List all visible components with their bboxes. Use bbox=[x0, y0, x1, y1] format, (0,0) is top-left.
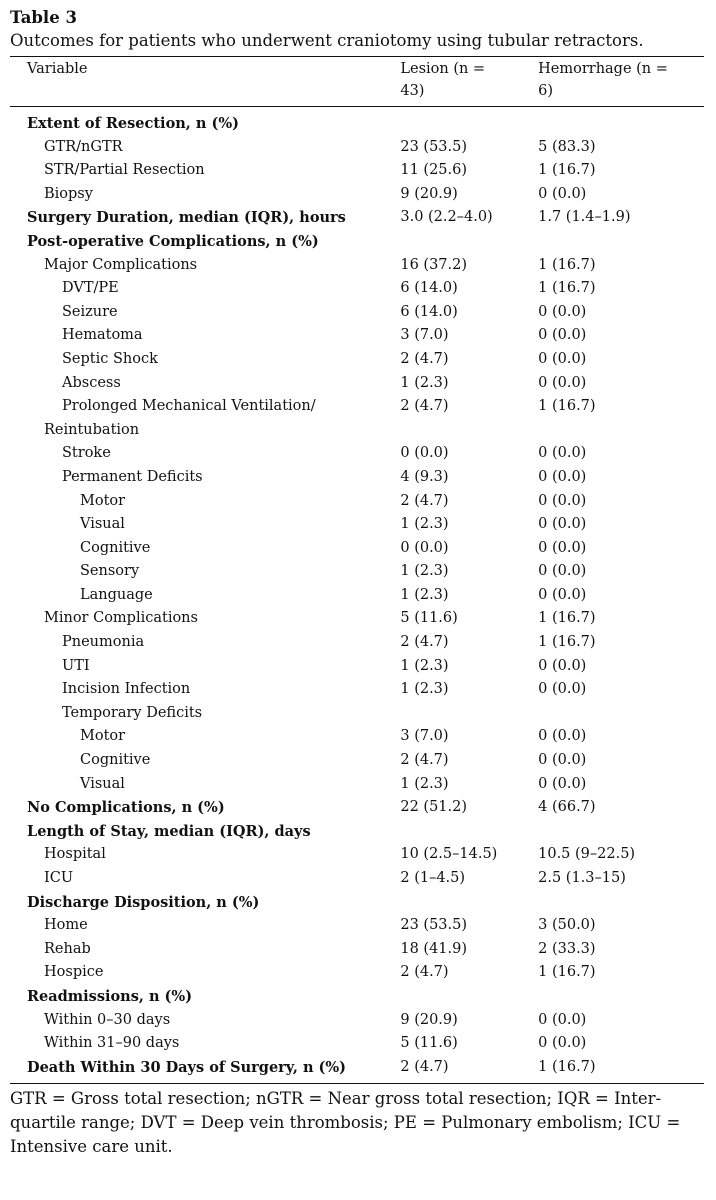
cell-hemorrhage: 0 (0.0) bbox=[538, 539, 587, 556]
table-row bbox=[10, 749, 704, 773]
cell-lesion bbox=[400, 230, 538, 254]
cell-hemorrhage: 1 (16.7) bbox=[538, 162, 596, 179]
cell-lesion: 9 (20.9) bbox=[400, 1011, 458, 1028]
cell-lesion: 3.0 (2.2–4.0) bbox=[400, 209, 493, 226]
table-footnote: GTR = Gross total resection; nGTR = Near gross total resection; IQR = Inter-quartile range; DVT = Deep vein thrombosis; PE = Pulmonary embolism; ICU = Intensive care unit. bbox=[10, 1089, 681, 1157]
row-label: Motor bbox=[80, 492, 126, 509]
table-row bbox=[10, 985, 704, 1009]
row-label: Sensory bbox=[80, 563, 140, 580]
cell-hemorrhage: 0 (0.0) bbox=[538, 303, 587, 320]
row-label: Minor Complications bbox=[44, 610, 198, 627]
table-row bbox=[10, 938, 704, 962]
row-label: Death Within 30 Days of Surgery, n (%) bbox=[27, 1058, 347, 1076]
row-label: Cognitive bbox=[80, 752, 151, 769]
cell-hemorrhage bbox=[538, 985, 704, 1009]
cell-hemorrhage: 1 (16.7) bbox=[538, 634, 596, 651]
table-row bbox=[10, 914, 704, 938]
table-body bbox=[10, 107, 704, 1083]
row-label: Visual bbox=[80, 775, 125, 792]
table-header bbox=[10, 57, 704, 107]
cell-hemorrhage bbox=[538, 419, 704, 443]
table-row bbox=[10, 655, 704, 679]
table-row bbox=[10, 395, 704, 419]
cell-hemorrhage: 1 (16.7) bbox=[538, 964, 596, 981]
row-label: ICU bbox=[44, 870, 74, 886]
cell-lesion: 3 (7.0) bbox=[400, 728, 449, 745]
cell-lesion: 10 (2.5–14.5) bbox=[400, 846, 498, 863]
cell-hemorrhage bbox=[538, 230, 704, 254]
cell-lesion: 5 (11.6) bbox=[400, 610, 458, 627]
cell-hemorrhage: 2 (33.3) bbox=[538, 940, 596, 957]
table-row bbox=[10, 372, 704, 396]
cell-hemorrhage: 1 (16.7) bbox=[538, 610, 596, 627]
row-label: Stroke bbox=[62, 445, 111, 462]
header-row bbox=[10, 57, 704, 106]
cell-lesion: 2 (1–4.5) bbox=[400, 870, 466, 886]
cell-lesion bbox=[400, 107, 538, 136]
table-row bbox=[10, 136, 704, 160]
row-label: Seizure bbox=[62, 303, 118, 320]
row-label: Hematoma bbox=[62, 327, 143, 344]
cell-lesion: 23 (53.5) bbox=[400, 138, 468, 155]
table-row bbox=[10, 537, 704, 561]
cell-lesion bbox=[400, 820, 538, 844]
cell-hemorrhage: 0 (0.0) bbox=[538, 752, 587, 769]
cell-lesion: 3 (7.0) bbox=[400, 327, 449, 344]
table-row bbox=[10, 159, 704, 183]
table-row bbox=[10, 867, 704, 891]
row-label: Incision Infection bbox=[62, 681, 191, 698]
table-row bbox=[10, 584, 704, 608]
row-label: Discharge Disposition, n (%) bbox=[27, 893, 260, 911]
row-label: Reintubation bbox=[44, 421, 140, 438]
table-row bbox=[10, 206, 704, 230]
table-row bbox=[10, 419, 704, 443]
cell-hemorrhage: 0 (0.0) bbox=[538, 445, 587, 462]
cell-lesion: 1 (2.3) bbox=[400, 374, 449, 391]
table-row bbox=[10, 513, 704, 537]
table-row bbox=[10, 796, 704, 820]
cell-hemorrhage: 0 (0.0) bbox=[538, 374, 587, 391]
row-label: Temporary Deficits bbox=[62, 704, 203, 721]
cell-hemorrhage: 1 (16.7) bbox=[538, 256, 596, 273]
cell-lesion: 2 (4.7) bbox=[400, 752, 449, 769]
cell-lesion: 2 (4.7) bbox=[400, 964, 449, 981]
table-row bbox=[10, 277, 704, 301]
cell-lesion: 1 (2.3) bbox=[400, 563, 449, 580]
row-label: Biopsy bbox=[44, 185, 93, 202]
cell-hemorrhage: 1 (16.7) bbox=[538, 398, 596, 415]
header-lesion-line1: Lesion (n = bbox=[400, 61, 486, 77]
row-label: Cognitive bbox=[80, 539, 151, 556]
cell-lesion: 1 (2.3) bbox=[400, 681, 449, 698]
table-row bbox=[10, 631, 704, 655]
row-label: Readmissions, n (%) bbox=[27, 987, 193, 1005]
cell-hemorrhage: 0 (0.0) bbox=[538, 586, 587, 603]
cell-lesion: 22 (51.2) bbox=[400, 799, 468, 816]
cell-hemorrhage: 0 (0.0) bbox=[538, 516, 587, 533]
cell-hemorrhage: 0 (0.0) bbox=[538, 185, 587, 202]
row-label: Major Complications bbox=[44, 256, 198, 273]
row-label: Permanent Deficits bbox=[62, 468, 203, 485]
cell-lesion: 16 (37.2) bbox=[400, 256, 468, 273]
cell-lesion: 4 (9.3) bbox=[400, 468, 449, 485]
row-label: Language bbox=[80, 586, 153, 603]
table-row bbox=[10, 1056, 704, 1084]
cell-hemorrhage bbox=[538, 891, 704, 915]
cell-hemorrhage: 0 (0.0) bbox=[538, 492, 587, 509]
cell-hemorrhage: 1 (16.7) bbox=[538, 1058, 596, 1075]
row-label: Home bbox=[44, 917, 88, 934]
cell-hemorrhage bbox=[538, 820, 704, 844]
row-label: Hospice bbox=[44, 964, 104, 981]
cell-hemorrhage: 0 (0.0) bbox=[538, 350, 587, 367]
cell-lesion: 23 (53.5) bbox=[400, 917, 468, 934]
table-row bbox=[10, 183, 704, 207]
row-label: Surgery Duration, median (IQR), hours bbox=[27, 209, 346, 227]
cell-lesion: 2 (4.7) bbox=[400, 492, 449, 509]
cell-lesion bbox=[400, 419, 538, 443]
cell-hemorrhage: 10.5 (9–22.5) bbox=[538, 846, 636, 863]
row-label: Hospital bbox=[44, 846, 106, 863]
cell-lesion: 2 (4.7) bbox=[400, 634, 449, 651]
table-row bbox=[10, 107, 704, 136]
table-row bbox=[10, 725, 704, 749]
table-row bbox=[10, 773, 704, 797]
row-label: DVT/PE bbox=[62, 280, 119, 297]
header-hemorrhage-line1: Hemorrhage (n = bbox=[538, 61, 668, 77]
header-hemorrhage-line2: 6) bbox=[538, 83, 554, 99]
outcomes-table bbox=[10, 57, 704, 1083]
row-label: Post-operative Complications, n (%) bbox=[27, 232, 319, 250]
cell-lesion: 2 (4.7) bbox=[400, 350, 449, 367]
cell-hemorrhage: 0 (0.0) bbox=[538, 1011, 587, 1028]
cell-hemorrhage: 0 (0.0) bbox=[538, 657, 587, 674]
table-row bbox=[10, 490, 704, 514]
row-label: No Complications, n (%) bbox=[27, 799, 225, 817]
header-variable: Variable bbox=[27, 61, 88, 77]
cell-lesion: 5 (11.6) bbox=[400, 1035, 458, 1052]
cell-hemorrhage: 0 (0.0) bbox=[538, 775, 587, 792]
table-row bbox=[10, 678, 704, 702]
cell-lesion: 2 (4.7) bbox=[400, 398, 449, 415]
cell-lesion: 6 (14.0) bbox=[400, 303, 458, 320]
cell-hemorrhage bbox=[538, 107, 704, 136]
cell-lesion: 1 (2.3) bbox=[400, 516, 449, 533]
cell-hemorrhage: 4 (66.7) bbox=[538, 799, 596, 816]
table-row bbox=[10, 843, 704, 867]
table-row bbox=[10, 560, 704, 584]
table-row bbox=[10, 1032, 704, 1056]
table-row bbox=[10, 230, 704, 254]
header-lesion bbox=[400, 57, 538, 106]
cell-lesion: 1 (2.3) bbox=[400, 775, 449, 792]
cell-lesion: 0 (0.0) bbox=[400, 445, 449, 462]
row-label: Length of Stay, median (IQR), days bbox=[27, 822, 311, 840]
cell-lesion: 6 (14.0) bbox=[400, 280, 458, 297]
table-container bbox=[10, 7, 704, 1159]
row-label: Abscess bbox=[62, 374, 121, 391]
row-label: GTR/nGTR bbox=[44, 138, 123, 155]
cell-hemorrhage: 1 (16.7) bbox=[538, 280, 596, 297]
table-label: Table 3 bbox=[10, 8, 77, 27]
table-row bbox=[10, 1009, 704, 1033]
row-label: Motor bbox=[80, 728, 126, 745]
header-lesion-line2: 43) bbox=[400, 83, 425, 99]
cell-hemorrhage: 0 (0.0) bbox=[538, 327, 587, 344]
row-label: Pneumonia bbox=[62, 634, 145, 651]
row-label: Extent of Resection, n (%) bbox=[27, 115, 239, 132]
cell-lesion: 11 (25.6) bbox=[400, 162, 468, 179]
row-label: Visual bbox=[80, 516, 125, 533]
row-label: UTI bbox=[62, 657, 90, 674]
cell-lesion: 9 (20.9) bbox=[400, 185, 458, 202]
bottom-rule bbox=[10, 1083, 704, 1084]
table-row bbox=[10, 820, 704, 844]
cell-lesion: 1 (2.3) bbox=[400, 586, 449, 603]
table-row bbox=[10, 702, 704, 726]
cell-hemorrhage: 1.7 (1.4–1.9) bbox=[538, 209, 631, 226]
header-hemorrhage bbox=[538, 57, 704, 106]
table-row bbox=[10, 348, 704, 372]
cell-hemorrhage: 0 (0.0) bbox=[538, 1035, 587, 1052]
cell-hemorrhage: 3 (50.0) bbox=[538, 917, 596, 934]
cell-hemorrhage: 0 (0.0) bbox=[538, 728, 587, 745]
row-label: Within 31–90 days bbox=[44, 1035, 180, 1052]
cell-lesion bbox=[400, 985, 538, 1009]
table-row bbox=[10, 961, 704, 985]
row-label: Within 0–30 days bbox=[44, 1011, 171, 1028]
table-row bbox=[10, 607, 704, 631]
cell-lesion: 18 (41.9) bbox=[400, 940, 468, 957]
cell-hemorrhage: 0 (0.0) bbox=[538, 468, 587, 485]
table-row bbox=[10, 466, 704, 490]
cell-hemorrhage: 5 (83.3) bbox=[538, 138, 596, 155]
table-row bbox=[10, 442, 704, 466]
cell-hemorrhage: 0 (0.0) bbox=[538, 681, 587, 698]
row-label: Rehab bbox=[44, 940, 91, 957]
row-label: STR/Partial Resection bbox=[44, 162, 205, 179]
cell-hemorrhage: 2.5 (1.3–15) bbox=[538, 870, 626, 886]
table-caption: Outcomes for patients who underwent craniotomy using tubular retractors. bbox=[10, 31, 644, 50]
cell-hemorrhage: 0 (0.0) bbox=[538, 563, 587, 580]
cell-lesion: 1 (2.3) bbox=[400, 657, 449, 674]
cell-hemorrhage bbox=[538, 702, 704, 726]
cell-lesion bbox=[400, 702, 538, 726]
row-label: Prolonged Mechanical Ventilation/ bbox=[62, 398, 316, 415]
cell-lesion: 0 (0.0) bbox=[400, 539, 449, 556]
table-row bbox=[10, 891, 704, 915]
row-label: Septic Shock bbox=[62, 350, 158, 367]
table-row bbox=[10, 301, 704, 325]
cell-lesion bbox=[400, 891, 538, 915]
table-row bbox=[10, 254, 704, 278]
cell-lesion: 2 (4.7) bbox=[400, 1058, 449, 1075]
table-row bbox=[10, 324, 704, 348]
